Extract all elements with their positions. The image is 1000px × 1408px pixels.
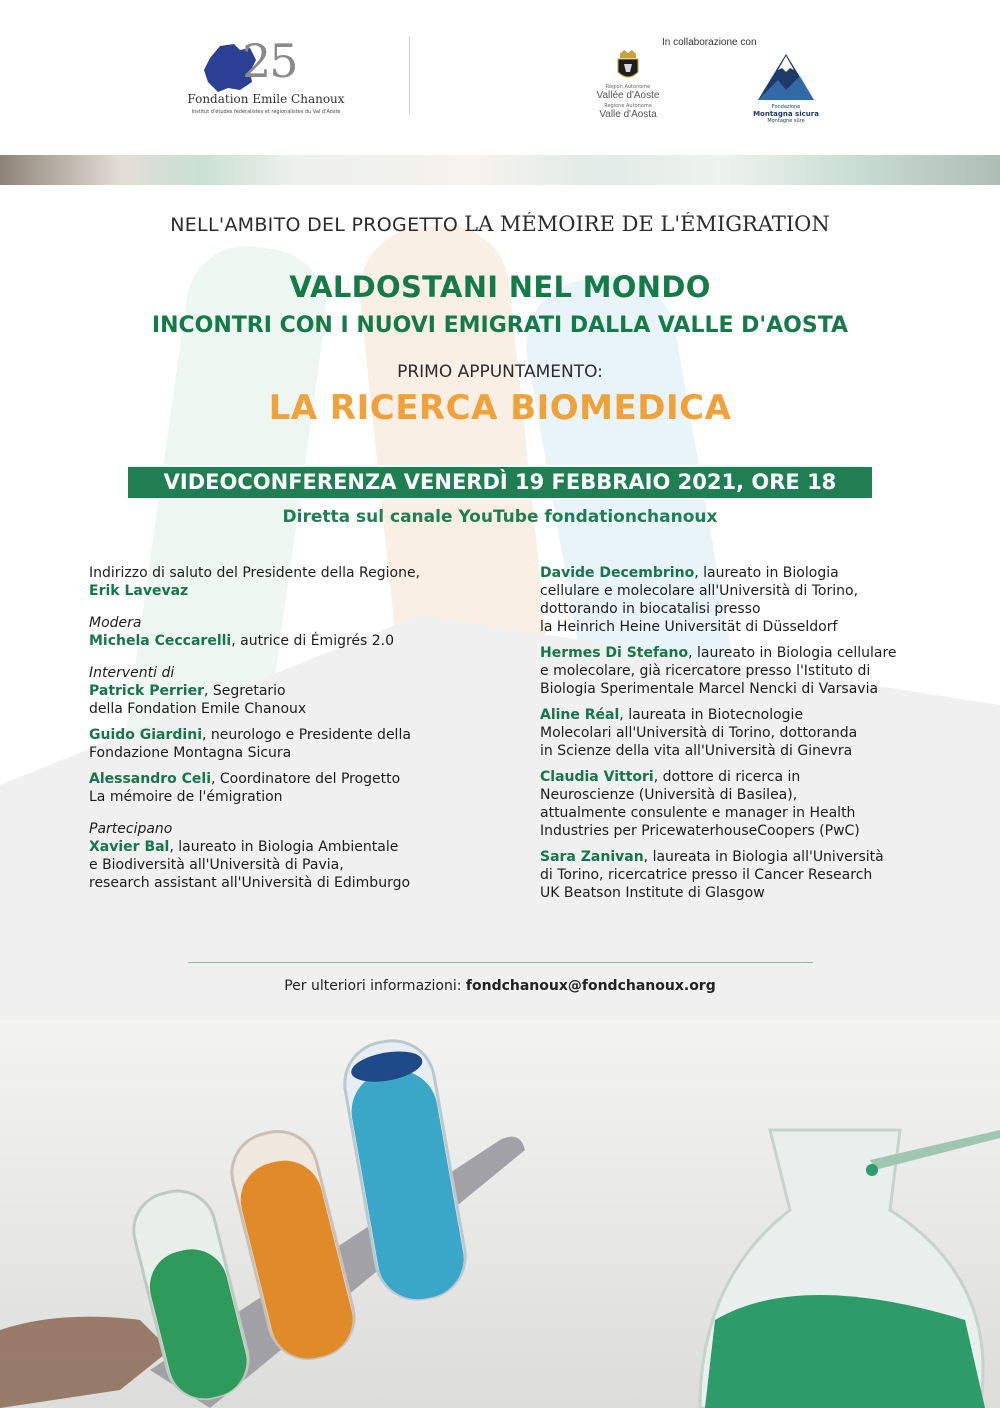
participant-name: Claudia Vittori [540, 769, 654, 785]
speaker-role-line2: La mémoire de l'émigration [89, 789, 283, 805]
subtitle: INCONTRI CON I NUOVI EMIGRATI DALLA VALLE D'AOSTA [151, 313, 849, 338]
decorative-band [0, 155, 1000, 185]
hand-shape [0, 1317, 170, 1408]
speaker-item [89, 682, 459, 718]
valle-aosta-logo [596, 48, 666, 126]
speaker-role: , neurologo e Presidente della [202, 727, 411, 743]
greeting-block [89, 564, 459, 600]
speakers-block [89, 664, 459, 806]
participant-line: Neuroscienze (Università di Basilea), [540, 787, 798, 803]
participant-name: Sara Zanivan [540, 849, 644, 865]
participant-line: e molecolare, già ricercatore presso l'Istituto di [540, 663, 871, 679]
youtube-live-line: Diretta sul canale YouTube fondationchanoux [282, 507, 718, 527]
speaker-role-line2: Fondazione Montagna Sicura [89, 745, 292, 761]
speaker-role: , Segretario [203, 683, 286, 699]
fms-line2: Montagna sicura [753, 110, 819, 118]
participant-item [540, 768, 925, 840]
participant-name: Davide Decembrino [540, 565, 695, 581]
participant-line: cellulare e molecolare all'Università di Torino, [540, 583, 859, 599]
participant-name: Aline Réal [540, 707, 620, 723]
moderator-role: , autrice di Émigrés 2.0 [231, 633, 395, 649]
moderator-block [89, 614, 459, 650]
speakers-label: Interventi di [89, 665, 175, 681]
logo-number: 25 [242, 34, 297, 88]
participant-line: Industries per PricewaterhouseCoopers (PwC) [540, 823, 860, 839]
greeting-text: Indirizzo di saluto del Presidente della Regione, [89, 565, 421, 581]
speaker-role: , Coordinatore del Progetto [211, 771, 401, 787]
participant-line: in Scienze della vita all'Università di Ginevra [540, 743, 853, 759]
event-title: LA RICERCA BIOMEDICA [268, 388, 732, 428]
footer-divider [188, 962, 813, 963]
speaker-name: Patrick Perrier [89, 683, 204, 699]
participant-line: Molecolari all'Università di Torino, dottoranda [540, 725, 858, 741]
lab-photo [0, 1020, 1000, 1408]
test-tube-green [126, 1183, 256, 1407]
contact-label: Per ulteriori informazioni: [284, 978, 462, 994]
participant-name: Xavier Bal [89, 839, 170, 855]
participant-line: Biologia Sperimentale Marcel Nencki di Varsavia [540, 681, 879, 697]
flask-green [700, 1130, 985, 1408]
test-tubes-illustration [0, 1020, 1000, 1408]
participant-line1: , dottore di ricerca in [653, 769, 801, 785]
speaker-item [89, 770, 459, 806]
date-banner: VIDEOCONFERENZA VENERDÌ 19 FEBBRAIO 2021, ORE 18 [126, 465, 874, 500]
participant-item [540, 564, 925, 636]
vda-line2: Vallée d'Aoste [596, 90, 660, 101]
vda-line3: Regione Autonoma [604, 103, 652, 109]
participant-line1: , laureata in Biologia all'Università [643, 849, 884, 865]
participants-label: Partecipano [89, 821, 173, 837]
participant-line1: , laureato in Biologia Ambientale [169, 839, 399, 855]
participant-line: UK Beatson Institute di Glasgow [540, 885, 765, 901]
fondation-chanoux-logo [187, 34, 345, 124]
participants-block [89, 820, 459, 892]
contact-line [0, 978, 1000, 994]
participant-line1: , laureata in Biotecnologie [619, 707, 804, 723]
speaker-item [89, 726, 459, 762]
header-divider [409, 36, 410, 114]
vda-line4: Valle d'Aosta [599, 109, 657, 120]
participant-line: attualmente consulente e manager in Health [540, 805, 856, 821]
participant-line3: research assistant all'Università di Edimburgo [89, 875, 411, 891]
fms-line3: Montagne sûre [767, 118, 805, 124]
fms-line1: Fondazione [771, 104, 801, 110]
program-left-column [89, 564, 459, 906]
participant-line1: , laureato in Biologia [694, 565, 839, 581]
project-name: LA MÉMOIRE DE L'ÉMIGRATION [464, 212, 830, 236]
project-line [0, 212, 1000, 236]
speaker-name: Guido Giardini [89, 727, 202, 743]
logo-subtitle: Institut d'études fédéralistes et régionalistes du Val d'Aoste [191, 109, 341, 115]
coat-of-arms-icon [612, 48, 644, 84]
greeting-name: Erik Lavevaz [89, 583, 189, 599]
header [0, 0, 1000, 155]
speaker-role-line2: della Fondation Emile Chanoux [89, 701, 307, 717]
contact-email[interactable]: fondchanoux@fondchanoux.org [465, 978, 716, 994]
main-title: VALDOSTANI NEL MONDO [289, 270, 711, 304]
pipette-drop [866, 1164, 878, 1176]
mountain-icon [748, 50, 824, 102]
participant-item [540, 706, 925, 760]
moderator-name: Michela Ceccarelli [89, 633, 232, 649]
speaker-name: Alessandro Celi [89, 771, 211, 787]
project-prefix: NELL'AMBITO DEL PROGETTO [170, 214, 459, 236]
participant-line1: , laureato in Biologia cellulare [688, 645, 897, 661]
participant-line: di Torino, ricercatrice presso il Cancer Research [540, 867, 873, 883]
logo-name: Fondation Emile Chanoux [187, 92, 345, 106]
participant-name: Hermes Di Stefano [540, 645, 689, 661]
montagna-sicura-logo [748, 50, 824, 128]
collaboration-label: In collaborazione con [662, 37, 757, 48]
participant-line: la Heinrich Heine Universität di Düsseldorf [540, 619, 838, 635]
participant-line2: e Biodiversità all'Università di Pavia, [89, 857, 344, 873]
participant-line: dottorando in biocatalisi presso [540, 601, 761, 617]
participant-item [540, 644, 925, 698]
program-right-column [540, 564, 925, 910]
participant-item [540, 848, 925, 902]
vda-line1: Région Autonome [605, 84, 651, 90]
first-appointment-label: PRIMO APPUNTAMENTO: [397, 362, 603, 382]
moderator-label: Modera [89, 615, 142, 631]
